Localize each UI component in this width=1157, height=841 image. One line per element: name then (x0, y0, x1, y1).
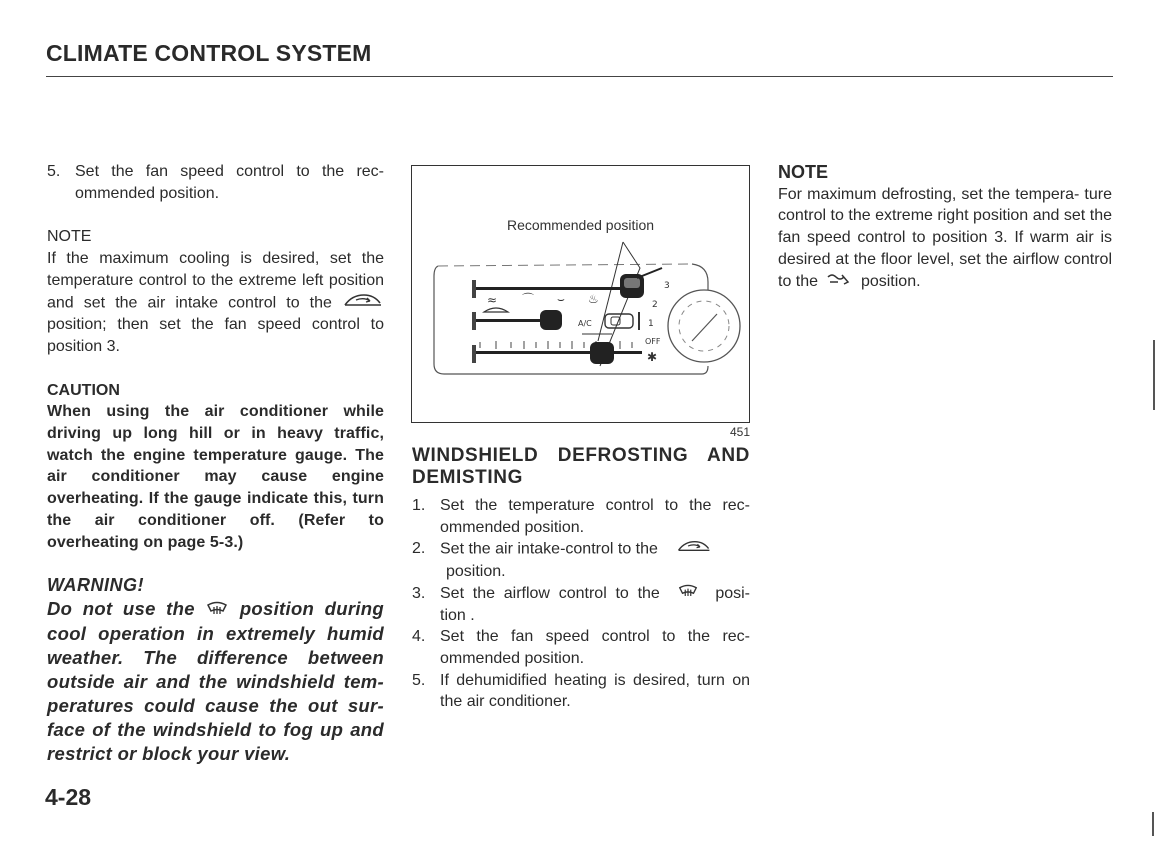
svg-text:♨: ♨ (588, 292, 599, 306)
step-number: 2. (412, 540, 426, 558)
right-column (778, 162, 1112, 292)
svg-text:≈: ≈ (487, 293, 498, 307)
step-number: 3. (412, 584, 426, 602)
step-2 (412, 538, 750, 582)
recirculate-air-icon (676, 538, 712, 561)
caution-title: CAUTION (47, 381, 120, 399)
step-1 (412, 495, 750, 538)
note-body (47, 248, 384, 358)
defrost-icon (677, 583, 699, 605)
right-note-text-after-icon: position. (860, 272, 921, 290)
note-text-after-icon: position; then set the fan speed control to position 3. (47, 316, 384, 355)
step-text-after-icon: position. (446, 563, 506, 581)
right-note-title: NOTE (778, 162, 829, 182)
warning-text-before-icon: Do not use the (47, 597, 195, 619)
step-text-before-icon: Set the air intake-control to the (440, 541, 658, 558)
recirculate-air-icon (342, 292, 384, 315)
step-text-after-icon: posi- tion . (440, 584, 750, 624)
step-number: 4. (412, 628, 426, 646)
step-text: Set the fan speed control to the rec- ommended position. (440, 628, 750, 668)
fan-level-2: 2 (652, 300, 658, 310)
step-number: 5. (47, 163, 61, 180)
warning-title: WARNING! (47, 575, 144, 596)
page-number: 4-28 (45, 784, 92, 810)
header-divider (46, 76, 1113, 77)
ac-label: A/C (578, 319, 592, 328)
step-5 (412, 670, 750, 713)
warning-text-after-icon: position during cool operation in extremely humid weather. The difference between outside air and the windshield tem- peratures could cause the out sur- face of the windshield to fog up and restrict or block your view. (47, 597, 384, 765)
section-title: WINDSHIELD DEFROSTING AND DEMISTING (412, 445, 750, 488)
step-number: 1. (412, 497, 426, 514)
page-header-title: CLIMATE CONTROL SYSTEM (46, 40, 372, 66)
scan-edge-mark (1153, 340, 1155, 410)
caution-body: When using the air conditioner while driving up long hill or in heavy traffic, watch the engine temperature gauge. The air conditioner may cause engine overheating. If the gauge indicate this, turn the air conditioner off. (Refer to overheating on page 5-3.) (47, 403, 384, 551)
step-text: If dehumidified heating is desired, turn on the air conditioner. (440, 671, 750, 711)
defrost-icon (205, 598, 229, 622)
svg-text:⌣: ⌣ (557, 292, 565, 306)
note-title: NOTE (47, 228, 92, 246)
left-column (47, 161, 384, 766)
fan-level-3: 3 (664, 281, 670, 291)
scan-edge-mark (1152, 812, 1154, 836)
step-text-before-icon: Set the airflow control to the (440, 584, 660, 602)
step-text: Set the fan speed control to the rec- ommended position. (75, 163, 384, 202)
control-panel-illustration (412, 166, 748, 421)
note-text-before-icon: If the maximum cooling is desired, set the temperature control to the extreme left position and set the air intake control to the (47, 250, 384, 312)
floor-airflow-icon (826, 271, 852, 293)
figure-number: 451 (729, 425, 750, 439)
warning-body (47, 597, 384, 766)
off-label: OFF (645, 337, 661, 346)
figure-caption: Recommended position (506, 217, 655, 233)
svg-text:✱: ✱ (647, 350, 658, 364)
left-step-5 (47, 161, 384, 204)
right-note-text-before-icon: For maximum defrosting, set the tempera- ture control to the extreme right position and set the fan speed control to position 3. If warm air is desired at the floor level, set the airflow control to the (778, 185, 1112, 290)
climate-control-panel-figure (411, 165, 750, 423)
right-note-body (778, 184, 1112, 293)
step-text: Set the temperature control to the rec- ommended position. (440, 497, 750, 536)
svg-text:⌒: ⌒ (522, 292, 535, 306)
step-4 (412, 626, 750, 669)
fan-level-1: 1 (648, 319, 654, 329)
middle-column (412, 445, 750, 713)
step-number: 5. (412, 671, 426, 689)
step-3 (412, 583, 750, 627)
